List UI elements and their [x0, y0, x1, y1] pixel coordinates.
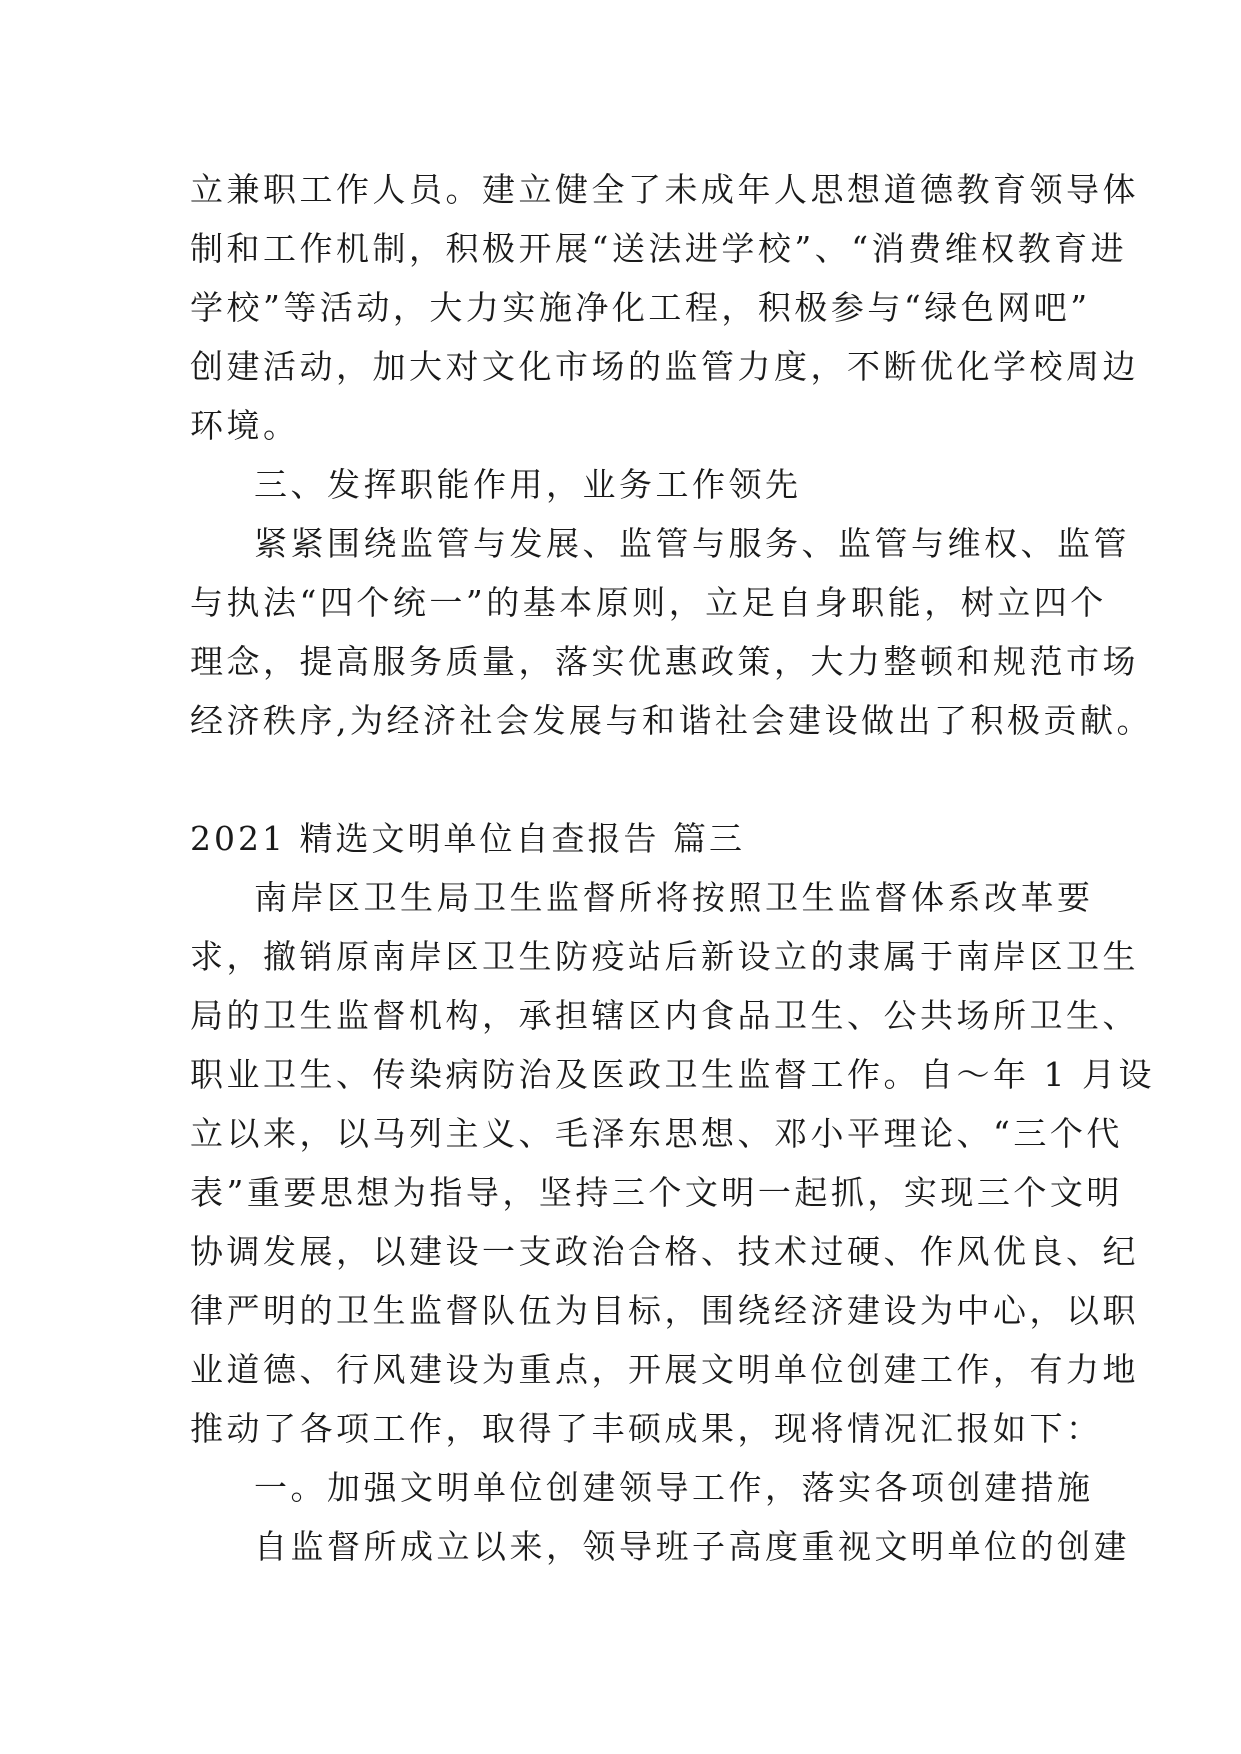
paragraph-gap [190, 750, 1060, 809]
text-line: 求，撤销原南岸区卫生防疫站后新设立的隶属于南岸区卫生 [190, 937, 1139, 976]
text-line: 表”重要思想为指导，坚持三个文明一起抓，实现三个文明 [190, 1173, 1123, 1212]
text-line: 立兼职工作人员。建立健全了未成年人思想道德教育领导体 [190, 170, 1139, 209]
text-line: 经济秩序,为经济社会发展与和谐社会建设做出了积极贡献。 [190, 701, 1153, 740]
text-line: 局的卫生监督机构，承担辖区内食品卫生、公共场所卫生、 [190, 996, 1139, 1035]
text-line: 自监督所成立以来，领导班子高度重视文明单位的创建 [254, 1527, 1130, 1566]
text-line: 与执法“四个统一”的基本原则，立足自身职能，树立四个 [190, 583, 1107, 622]
text-line: 南岸区卫生局卫生监督所将按照卫生监督体系改革要 [254, 878, 1094, 917]
text-line: 立以来，以马列主义、毛泽东思想、邓小平理论、“三个代 [190, 1114, 1123, 1153]
section-heading: 三、发挥职能作用，业务工作领先 [254, 465, 802, 504]
text-line: 职业卫生、传染病防治及医政卫生监督工作。自～年 1 月设 [190, 1055, 1155, 1094]
body-text-section-top [190, 160, 1153, 750]
section-title: 2021 精选文明单位自查报告 篇三 [190, 819, 745, 858]
text-line: 学校”等活动，大力实施净化工程，积极参与“绿色网吧” [190, 288, 1091, 327]
text-line: 创建活动，加大对文化市场的监管力度，不断优化学校周边 [190, 347, 1139, 386]
document-page [190, 160, 1155, 1576]
text-line: 业道德、行风建设为重点，开展文明单位创建工作，有力地 [190, 1350, 1139, 1389]
text-line: 理念，提高服务质量，落实优惠政策，大力整顿和规范市场 [190, 642, 1139, 681]
text-line: 制和工作机制，积极开展“送法进学校”、“消费维权教育进 [190, 229, 1128, 268]
text-line: 环境。 [190, 406, 300, 445]
text-line: 紧紧围绕监管与发展、监管与服务、监管与维权、监管 [254, 524, 1130, 563]
text-line: 协调发展，以建设一支政治合格、技术过硬、作风优良、纪 [190, 1232, 1139, 1271]
text-line: 律严明的卫生监督队伍为目标，围绕经济建设为中心，以职 [190, 1291, 1139, 1330]
text-line: 推动了各项工作，取得了丰硕成果，现将情况汇报如下： [190, 1409, 1103, 1448]
body-text-section-bottom [190, 868, 1155, 1576]
section-heading: 一。加强文明单位创建领导工作，落实各项创建措施 [254, 1468, 1094, 1507]
